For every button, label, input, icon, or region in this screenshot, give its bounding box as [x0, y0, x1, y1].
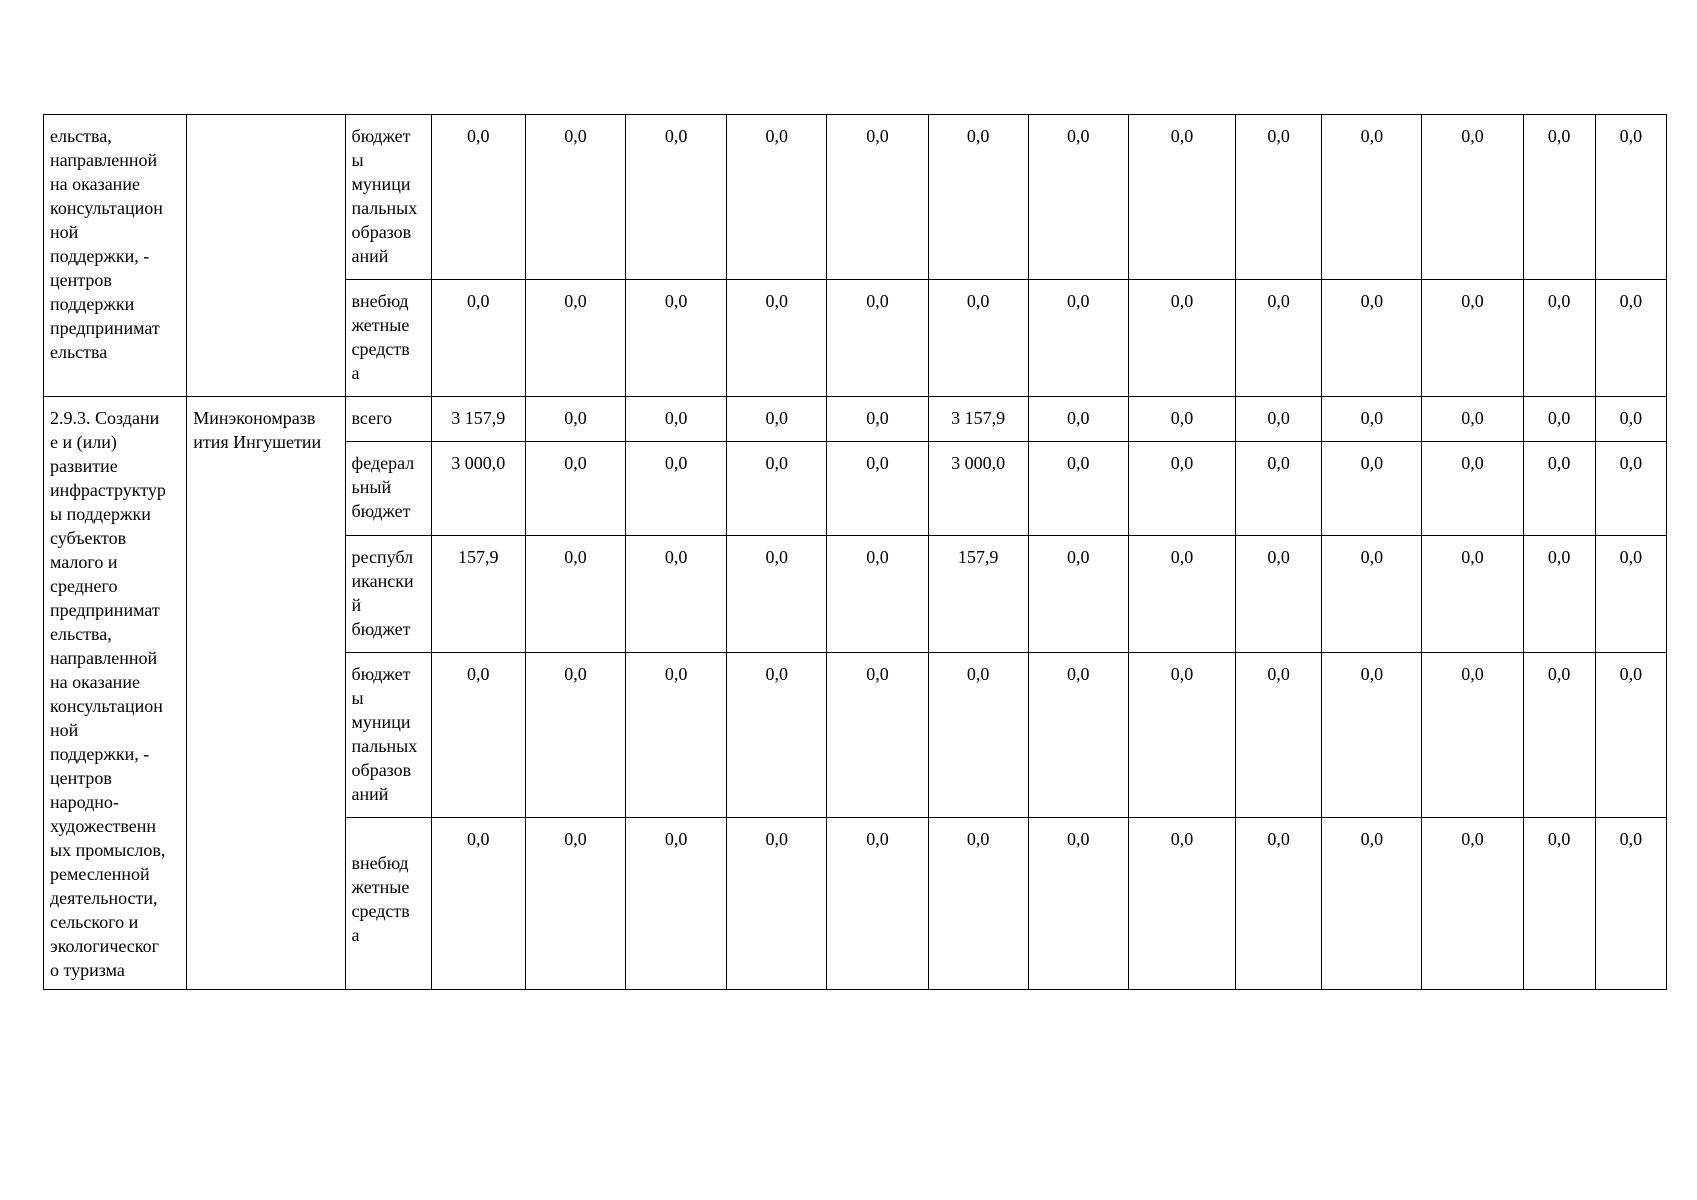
value-cell: 0,0 — [1595, 280, 1666, 397]
value-cell: 0,0 — [1422, 397, 1523, 442]
value-cell: 0,0 — [928, 818, 1028, 990]
value-cell: 0,0 — [525, 653, 625, 818]
value-cell: 0,0 — [727, 818, 827, 990]
measure-name-cell: 2.9.3. Создани е и (или) развитие инфраструктур ы поддержки субъектов малого и среднего предпринимат ельства, направленной на оказание консультацион ной поддержки, - центров народно- художественн ых промыслов, ремесленной деятельности, сельского и экологическог о туризма — [44, 397, 187, 990]
value-cell: 157,9 — [928, 536, 1028, 653]
value-cell: 3 157,9 — [431, 397, 525, 442]
value-cell: 0,0 — [1128, 818, 1235, 990]
funding-source-cell: внебюд жетные средств а — [345, 280, 431, 397]
value-cell: 0,0 — [827, 115, 928, 280]
value-cell: 0,0 — [1236, 442, 1322, 536]
value-cell: 0,0 — [1028, 280, 1128, 397]
value-cell: 0,0 — [827, 280, 928, 397]
value-cell: 0,0 — [525, 818, 625, 990]
value-cell: 0,0 — [525, 280, 625, 397]
value-cell: 0,0 — [1322, 653, 1422, 818]
value-cell: 0,0 — [1595, 397, 1666, 442]
value-cell: 0,0 — [928, 115, 1028, 280]
value-cell: 0,0 — [1236, 536, 1322, 653]
value-cell: 0,0 — [1523, 397, 1595, 442]
value-cell: 0,0 — [1028, 818, 1128, 990]
value-cell: 0,0 — [1523, 442, 1595, 536]
value-cell: 0,0 — [1128, 397, 1235, 442]
value-cell: 0,0 — [1523, 280, 1595, 397]
value-cell: 0,0 — [1028, 442, 1128, 536]
value-cell: 0,0 — [626, 536, 727, 653]
value-cell: 0,0 — [1236, 653, 1322, 818]
value-cell: 0,0 — [827, 818, 928, 990]
value-cell: 0,0 — [1028, 397, 1128, 442]
value-cell: 0,0 — [1422, 280, 1523, 397]
value-cell: 0,0 — [626, 280, 727, 397]
value-cell: 0,0 — [928, 653, 1028, 818]
value-cell: 0,0 — [827, 442, 928, 536]
value-cell: 0,0 — [431, 280, 525, 397]
value-cell: 0,0 — [1236, 818, 1322, 990]
value-cell: 0,0 — [1422, 653, 1523, 818]
value-cell: 0,0 — [827, 397, 928, 442]
value-cell: 157,9 — [431, 536, 525, 653]
funding-source-cell: всего — [345, 397, 431, 442]
value-cell: 0,0 — [525, 536, 625, 653]
value-cell: 3 157,9 — [928, 397, 1028, 442]
value-cell: 0,0 — [1236, 397, 1322, 442]
funding-source-cell: бюджет ы муници пальных образов aний — [345, 115, 431, 280]
value-cell: 0,0 — [727, 442, 827, 536]
value-cell: 0,0 — [727, 280, 827, 397]
value-cell: 0,0 — [1523, 653, 1595, 818]
value-cell: 0,0 — [827, 536, 928, 653]
value-cell: 0,0 — [727, 536, 827, 653]
table-row — [44, 115, 1667, 280]
value-cell: 0,0 — [626, 442, 727, 536]
funding-source-cell: республ икански й бюджет — [345, 536, 431, 653]
value-cell: 0,0 — [431, 818, 525, 990]
value-cell: 0,0 — [1128, 536, 1235, 653]
executor-cell: Минэкономразв ития Ингушетии — [187, 397, 345, 990]
measure-name-cell: ельства, направленной на оказание консультацион ной поддержки, - центров поддержки предпринимат ельства — [44, 115, 187, 397]
value-cell: 0,0 — [1595, 442, 1666, 536]
value-cell: 0,0 — [1128, 280, 1235, 397]
value-cell: 0,0 — [1028, 536, 1128, 653]
value-cell: 3 000,0 — [928, 442, 1028, 536]
value-cell: 0,0 — [1028, 653, 1128, 818]
value-cell: 0,0 — [727, 397, 827, 442]
value-cell: 0,0 — [431, 653, 525, 818]
value-cell: 0,0 — [827, 653, 928, 818]
value-cell: 0,0 — [1128, 653, 1235, 818]
value-cell: 0,0 — [727, 653, 827, 818]
value-cell: 0,0 — [431, 115, 525, 280]
value-cell: 3 000,0 — [431, 442, 525, 536]
value-cell: 0,0 — [525, 442, 625, 536]
value-cell: 0,0 — [1595, 818, 1666, 990]
value-cell: 0,0 — [626, 653, 727, 818]
value-cell: 0,0 — [626, 818, 727, 990]
value-cell: 0,0 — [1422, 818, 1523, 990]
financing-table — [43, 114, 1667, 990]
value-cell: 0,0 — [1128, 115, 1235, 280]
value-cell: 0,0 — [1422, 115, 1523, 280]
value-cell: 0,0 — [1595, 653, 1666, 818]
value-cell: 0,0 — [1028, 115, 1128, 280]
value-cell: 0,0 — [1236, 280, 1322, 397]
value-cell: 0,0 — [1422, 442, 1523, 536]
value-cell: 0,0 — [1422, 536, 1523, 653]
value-cell: 0,0 — [1322, 536, 1422, 653]
value-cell: 0,0 — [1322, 818, 1422, 990]
value-cell: 0,0 — [1523, 536, 1595, 653]
value-cell: 0,0 — [1322, 115, 1422, 280]
table-row — [44, 397, 1667, 442]
funding-source-cell: федерал ьный бюджет — [345, 442, 431, 536]
value-cell: 0,0 — [1523, 818, 1595, 990]
executor-cell — [187, 115, 345, 397]
value-cell: 0,0 — [1595, 115, 1666, 280]
value-cell: 0,0 — [727, 115, 827, 280]
funding-source-cell: бюджет ы муници пальных образов aний — [345, 653, 431, 818]
value-cell: 0,0 — [525, 115, 625, 280]
value-cell: 0,0 — [1322, 397, 1422, 442]
value-cell: 0,0 — [1322, 280, 1422, 397]
value-cell: 0,0 — [1322, 442, 1422, 536]
value-cell: 0,0 — [1236, 115, 1322, 280]
value-cell: 0,0 — [626, 115, 727, 280]
value-cell: 0,0 — [1128, 442, 1235, 536]
funding-source-cell: внебюд жетные средств а — [345, 818, 431, 990]
value-cell: 0,0 — [626, 397, 727, 442]
value-cell: 0,0 — [1595, 536, 1666, 653]
value-cell: 0,0 — [1523, 115, 1595, 280]
value-cell: 0,0 — [525, 397, 625, 442]
value-cell: 0,0 — [928, 280, 1028, 397]
